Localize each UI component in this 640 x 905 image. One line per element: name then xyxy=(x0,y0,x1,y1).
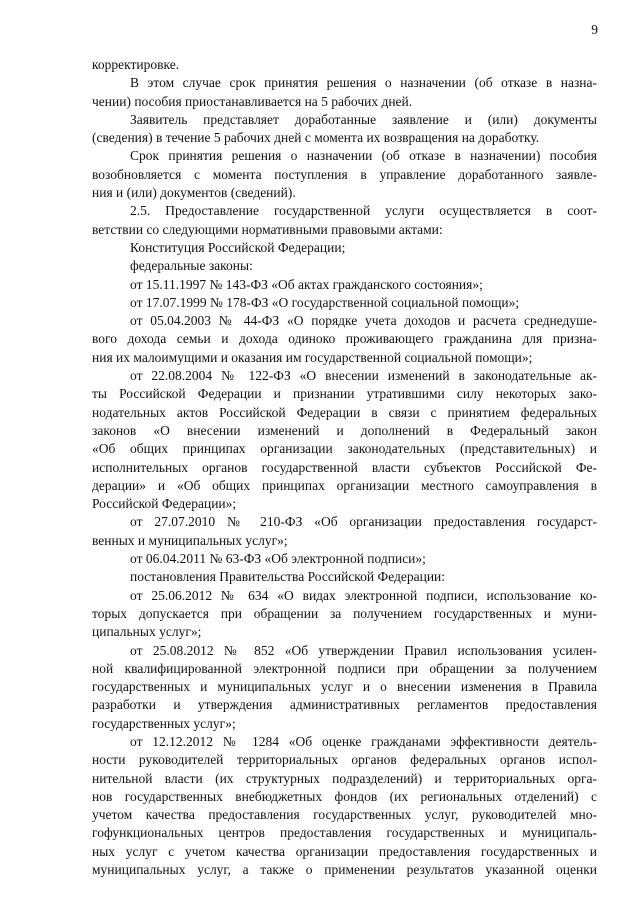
text-line: государственных и муниципальных услуг и о внесении изменения в Правила xyxy=(92,679,597,695)
text-line: государственных услуг»; xyxy=(92,715,236,731)
text-line: Конституция Российской Федерации; xyxy=(130,239,346,255)
text-line: нов государственных внебюджетных фондов (их региональных отделений) с xyxy=(92,788,597,804)
text-line: от 12.12.2012 № 1284 «Об оценке гражданами эффективности деятель- xyxy=(130,733,597,749)
text-line: корректировке. xyxy=(92,57,180,72)
text-line: гофункциональных центров предоставления государственных и муниципаль- xyxy=(92,825,597,841)
text-line: ности руководителей территориальных органов федеральных органов испол- xyxy=(92,752,597,768)
text-line: от 05.04.2003 № 44-ФЗ «О порядке учета доходов и расчета среднедуше- xyxy=(130,313,597,329)
text-line: от 27.07.2010 № 210-ФЗ «Об организации предоставления государст- xyxy=(130,514,597,530)
text-line: нодательных актов Российской Федерации в связи с принятием федеральных xyxy=(92,404,597,420)
text-line: (сведения) в течение 5 рабочих дней с момента их возвращения на доработку. xyxy=(92,130,540,146)
text-line: нительной власти (их структурных подразделений) и территориальных орга- xyxy=(92,770,597,786)
text-line: венных и муниципальных услуг»; xyxy=(92,532,288,548)
text-line: ния их малоимущими и оказания им государственной социальной помощи»; xyxy=(92,349,533,365)
text-line: ния и (или) документов (сведений). xyxy=(92,185,296,201)
text-line: от 25.06.2012 № 634 «О видах электронной подписи, использование ко- xyxy=(130,587,597,603)
text-line: постановления Правительства Российской Федерации: xyxy=(130,569,446,585)
text-line: от 22.08.2004 № 122-ФЗ «О внесении изменений в законодательные ак- xyxy=(130,368,597,384)
text-line: Российской Федерации»; xyxy=(92,496,237,512)
text-line: дерации» и «Об общих принципах организации местного самоуправления в xyxy=(92,477,597,493)
text-line: исполнительных органов государственной власти субъектов Российской Фе- xyxy=(92,459,597,475)
text-line: от 15.11.1997 № 143-ФЗ «Об актах гражданского состояния»; xyxy=(130,276,483,292)
text-line: муниципальных услуг, а также о применении результатов указанной оценки xyxy=(92,862,597,878)
text-line: ципальных услуг»; xyxy=(92,624,202,640)
text-line: Заявитель представляет доработанные заявление и (или) документы xyxy=(130,111,597,127)
text-line: законов «О внесении изменений и дополнений в Федеральный закон xyxy=(92,422,597,438)
text-line: В этом случае срок принятия решения о назначении (об отказе в назна- xyxy=(130,75,597,91)
text-line: ветствии со следующими нормативными правовыми актами: xyxy=(92,221,443,237)
text-line: Срок принятия решения о назначении (об отказе в назначении) пособия xyxy=(130,148,597,164)
text-line: «Об общих принципах организации законодательных (представительных) и xyxy=(92,441,597,457)
text-line: ты Российской Федерации и признании утратившими силу некоторых зако- xyxy=(92,386,597,402)
text-line: от 06.04.2011 № 63-ФЗ «Об электронной подписи»; xyxy=(130,551,426,567)
text-line: федеральные законы: xyxy=(130,258,253,274)
text-line: чении) пособия приостанавливается на 5 рабочих дней. xyxy=(92,93,413,109)
text-line: 2.5. Предоставление государственной услуги осуществляется в соот- xyxy=(130,203,597,219)
body-text xyxy=(92,56,597,879)
text-line: торых допускается при обращении за получением государственных и муни- xyxy=(92,605,597,621)
text-line: вого дохода семьи и дохода одиноко проживающего гражданина для призна- xyxy=(92,331,597,347)
page-number: 9 xyxy=(591,22,598,37)
text-line: учетом качества предоставления государственных услуг, руководителей мно- xyxy=(92,807,597,823)
text-line: возобновляется с момента поступления в управление доработанного заявле- xyxy=(92,166,597,182)
text-line: ной квалифицированной электронной подписи при обращении за получением xyxy=(92,660,597,676)
text-line: от 25.08.2012 № 852 «Об утверждении Правил использования усилен- xyxy=(130,642,597,658)
text-line: ных услуг с учетом качества организации предоставления государственных и xyxy=(92,843,597,859)
text-line: от 17.07.1999 № 178-ФЗ «О государственной социальной помощи»; xyxy=(130,294,520,310)
text-line: разработки и утверждения административных регламентов предоставления xyxy=(92,697,597,713)
